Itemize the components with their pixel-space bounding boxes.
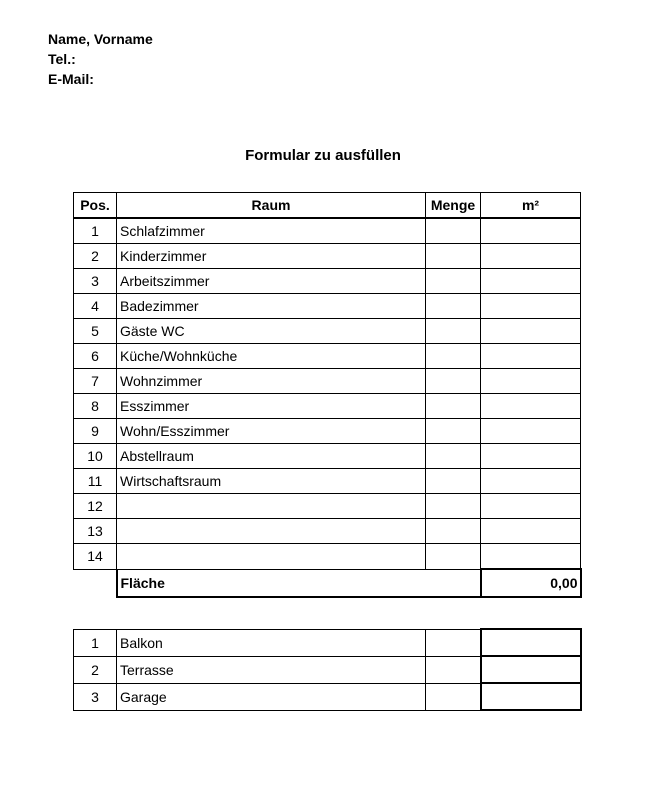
pos-cell: 5 xyxy=(74,319,117,344)
menge-cell[interactable] xyxy=(426,419,481,444)
raum-cell[interactable]: Badezimmer xyxy=(117,294,426,319)
m2-cell[interactable] xyxy=(481,544,581,570)
table-row xyxy=(74,629,581,656)
table-row xyxy=(74,444,581,469)
m2-cell[interactable] xyxy=(481,469,581,494)
menge-cell[interactable] xyxy=(426,444,481,469)
m2-cell[interactable] xyxy=(481,269,581,294)
table-row xyxy=(74,683,581,710)
m2-cell[interactable] xyxy=(481,344,581,369)
table-row xyxy=(74,656,581,683)
table-row xyxy=(74,369,581,394)
menge-cell[interactable] xyxy=(426,369,481,394)
menge-cell[interactable] xyxy=(426,683,481,710)
table-row xyxy=(74,419,581,444)
pos-cell: 13 xyxy=(74,519,117,544)
flaeche-label: Fläche xyxy=(117,569,426,597)
m2-cell[interactable] xyxy=(481,419,581,444)
pos-cell: 2 xyxy=(74,244,117,269)
table-row xyxy=(74,544,581,570)
pos-cell: 6 xyxy=(74,344,117,369)
raum-cell[interactable] xyxy=(117,494,426,519)
menge-cell[interactable] xyxy=(426,629,481,656)
menge-cell[interactable] xyxy=(426,519,481,544)
table-row xyxy=(74,319,581,344)
raum-cell[interactable]: Garage xyxy=(117,683,426,710)
raum-cell[interactable]: Balkon xyxy=(117,629,426,656)
table-row xyxy=(74,519,581,544)
menge-cell[interactable] xyxy=(426,319,481,344)
menge-cell[interactable] xyxy=(426,344,481,369)
menge-cell[interactable] xyxy=(426,469,481,494)
pos-cell: 1 xyxy=(74,218,117,244)
pos-cell: 9 xyxy=(74,419,117,444)
tel-label: Tel.: xyxy=(48,51,76,67)
table-header-row xyxy=(74,193,581,219)
raum-cell[interactable]: Kinderzimmer xyxy=(117,244,426,269)
m2-cell[interactable] xyxy=(481,369,581,394)
table-row xyxy=(74,244,581,269)
room-table xyxy=(73,192,582,598)
pos-cell: 7 xyxy=(74,369,117,394)
menge-cell[interactable] xyxy=(426,656,481,683)
form-title: Formular zu ausfüllen xyxy=(245,147,401,164)
raum-cell[interactable]: Arbeitszimmer xyxy=(117,269,426,294)
menge-cell[interactable] xyxy=(426,244,481,269)
m2-cell[interactable] xyxy=(481,629,581,656)
raum-cell[interactable]: Küche/Wohnküche xyxy=(117,344,426,369)
name-label: Name, Vorname xyxy=(48,31,153,47)
table-row xyxy=(74,344,581,369)
menge-cell[interactable] xyxy=(426,544,481,570)
m2-cell[interactable] xyxy=(481,444,581,469)
table-row xyxy=(74,218,581,244)
pos-cell: 8 xyxy=(74,394,117,419)
menge-cell[interactable] xyxy=(426,269,481,294)
m2-cell[interactable] xyxy=(481,683,581,710)
table-row xyxy=(74,494,581,519)
column-header-pos: Pos. xyxy=(74,193,117,219)
email-label: E-Mail: xyxy=(48,71,94,87)
menge-cell[interactable] xyxy=(426,294,481,319)
table-row xyxy=(74,394,581,419)
menge-cell[interactable] xyxy=(426,494,481,519)
raum-cell[interactable]: Wirtschaftsraum xyxy=(117,469,426,494)
raum-cell[interactable]: Wohn/Esszimmer xyxy=(117,419,426,444)
m2-cell[interactable] xyxy=(481,519,581,544)
column-header-menge: Menge xyxy=(426,193,481,219)
pos-cell: 4 xyxy=(74,294,117,319)
menge-cell[interactable] xyxy=(426,394,481,419)
m2-cell[interactable] xyxy=(481,494,581,519)
table-row xyxy=(74,294,581,319)
pos-cell: 10 xyxy=(74,444,117,469)
pos-cell: 11 xyxy=(74,469,117,494)
raum-cell[interactable]: Wohnzimmer xyxy=(117,369,426,394)
pos-cell: 3 xyxy=(74,683,117,710)
pos-cell: 14 xyxy=(74,544,117,570)
raum-cell[interactable]: Terrasse xyxy=(117,656,426,683)
flaeche-value[interactable]: 0,00 xyxy=(481,569,581,597)
contact-header xyxy=(48,29,153,89)
m2-cell[interactable] xyxy=(481,319,581,344)
menge-cell[interactable] xyxy=(426,218,481,244)
column-header-m2: m² xyxy=(481,193,581,219)
raum-cell[interactable]: Gäste WC xyxy=(117,319,426,344)
raum-cell[interactable] xyxy=(117,519,426,544)
m2-cell[interactable] xyxy=(481,244,581,269)
pos-cell: 3 xyxy=(74,269,117,294)
raum-cell[interactable]: Abstellraum xyxy=(117,444,426,469)
table-row xyxy=(74,269,581,294)
table-row xyxy=(74,469,581,494)
pos-cell: 12 xyxy=(74,494,117,519)
m2-cell[interactable] xyxy=(481,218,581,244)
raum-cell[interactable]: Schlafzimmer xyxy=(117,218,426,244)
raum-cell[interactable]: Esszimmer xyxy=(117,394,426,419)
extra-table xyxy=(73,628,582,711)
pos-cell: 2 xyxy=(74,656,117,683)
raum-cell[interactable] xyxy=(117,544,426,570)
m2-cell[interactable] xyxy=(481,394,581,419)
m2-cell[interactable] xyxy=(481,656,581,683)
flaeche-row xyxy=(74,569,581,597)
pos-cell: 1 xyxy=(74,629,117,656)
m2-cell[interactable] xyxy=(481,294,581,319)
column-header-raum: Raum xyxy=(117,193,426,219)
